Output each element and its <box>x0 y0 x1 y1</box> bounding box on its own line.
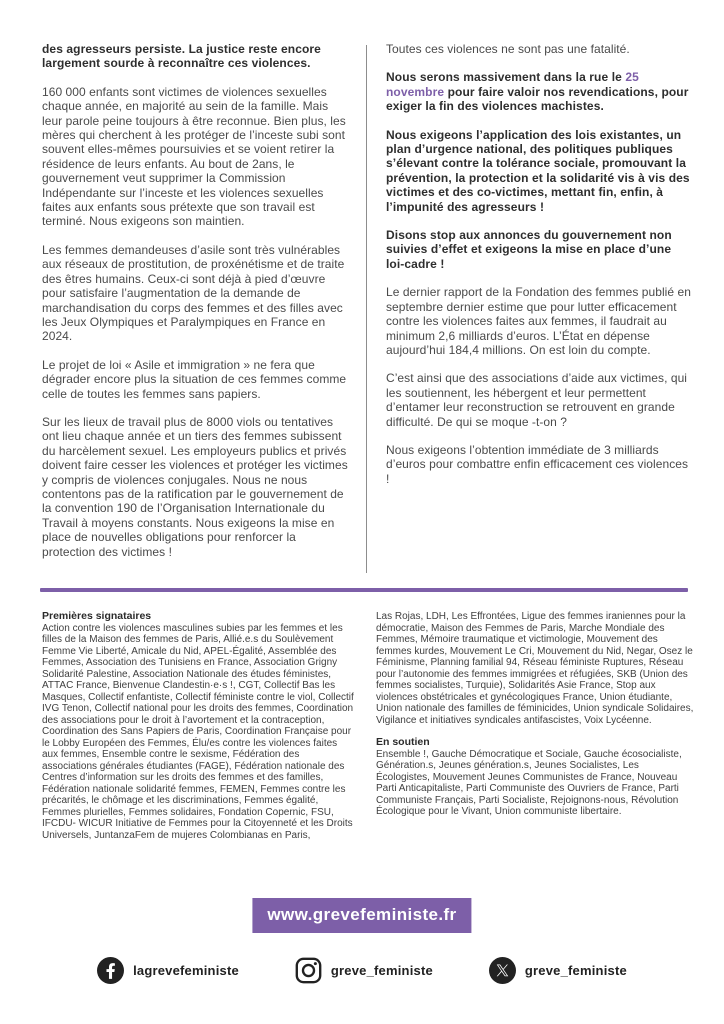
paragraph-rapport-fondation: Le dernier rapport de la Fondation des femmes publié en septembre dernier estime que pour lutter efficacement contre les violences faites aux femmes, il faudrait au minimum 2,6 milliards d’euros. L’État en dépense aujourd’hui 184,4 millions. On est loin du compte. <box>386 285 691 357</box>
manifesto-columns <box>42 42 692 573</box>
signatories-heading: Premières signataires <box>42 611 152 622</box>
column-divider <box>366 45 367 573</box>
paragraph-loi-cadre: Disons stop aux annonces du gouvernement non suivies d’effet et exigeons la mise en place d’une loi-cadre ! <box>386 228 672 271</box>
signatories-list-part1: Action contre les violences masculines subies par les femmes et les filles de la Maison des femmes de Paris, Allié.e.s du Soulèvement Femme Vie Liberté, Amicale du Nid, APEL-Égalité, Assemblée des Femmes, Association des Tunisiens en France, Association Grigny Solidarité Palestine, Association Nationale des études féministes, ATTAC France, Bienvenue Clandestin·e·s !, CGT, Collectif Bas les Masques, Collectif enfantiste, Collectif féministe contre le viol, Collectif IVG Tenon, Collectif national pour les droits des femmes, Coordination des associations pour le droit à l’avortement et la contraception, Coordination des Sans Papiers de Paris, Coordination Française pour le Lobby Européen des Femmes, Élu/es contre les violences faites aux femmes, Ensemble contre le sexisme, Fédération des associations générales étudiantes (FAGE), Fédération nationale des Centres d’information sur les droits des femmes et des familles, Fédération nationale solidarité femmes, FEMEN, Femmes contre les précarités, le chômage et les discriminations, Femmes égalité, Femmes plurielles, Femmes solidaires, Fondation Copernic, FSU, IFCDU- WICUR Initiative de Femmes pour la Citoyenneté et les Droits Universels, JuntanzaFem de mujeres Colombianas en Paris, <box>42 622 354 841</box>
signatories-left-column <box>42 611 356 841</box>
paragraph-justice: des agresseurs persiste. La justice reste encore largement sourde à reconnaître ces violences. <box>42 42 321 71</box>
signatories-list-part2: Las Rojas, LDH, Les Effrontées, Ligue des femmes iraniennes pour la démocratie, Maison des Femmes de Paris, Marche Mondiale des Femmes, Mémoire traumatique et victimologie, Mouvement des femmes kurdes, Mouvement Le Cri, Mouvement du Nid, Negar, Osez le Féminisme, Planning familial 94, Réseau féministe Ruptures, Réseau pour l’autonomie des femmes immigrées et réfugiées, SKB (Union des femmes socialistes, Turquie), Solidarités Asie France, Stop aux violences obstétricales et gynécologiques France, Union étudiante, Union nationale des familles de féminicides, Union syndicale Solidaires, Vigilance et initiatives syndicales antifascistes, Voix Lycéenne. <box>376 611 694 726</box>
manifesto-right-column <box>386 42 692 573</box>
paragraph-demands: Nous exigeons l’application des lois existantes, un plan d’urgence national, des politiques publiques s’élevant contre la tolérance sociale, promouvant la prévention, la protection et la solidarité vis à vis des victimes et des co-victimes, mettant fin, enfin, à l’impunité des agresseurs ! <box>386 127 690 214</box>
section-divider <box>40 588 688 592</box>
paragraph-associations: C’est ainsi que des associations d’aide aux victimes, qui les soutiennent, les hébergent et leur permettent d’entamer leur reconstruction se retrouvent en grande difficulté. De qui se moque -t-on ? <box>386 371 688 429</box>
instagram-link[interactable] <box>295 957 433 984</box>
paragraph-travail: Sur les lieux de travail plus de 8000 viols ou tentatives ont lieu chaque année et un tiers des femmes subissent du harcèlement sexuel. Les employeurs publics et privés doivent faire cesser les violences et protéger les victimes y compris de violences conjugales. Nous ne nous contentons pas de la ratification par le gouvernement de la convention 190 de l’Organisation Internationale du Travail à moyens constants. Nous exigeons la mise en place de nouvelles obligations pour renforcer la protection des victimes ! <box>42 414 348 559</box>
signatories-right-column <box>376 611 694 841</box>
paragraph-asile: Les femmes demandeuses d’asile sont très vulnérables aux réseaux de prostitution, de proxénétisme et de traite des êtres humains. Ceux-ci sont déjà à pied d’œuvre pour satisfaire l’augmentation de la demande de marchandisation du corps des femmes et des filles avec les Jeux Olympiques et Paralympiques en France en 2024. <box>42 242 345 344</box>
manifesto-left-column <box>42 42 348 573</box>
support-list: Ensemble !, Gauche Démocratique et Sociale, Gauche écosocialiste, Génération.s, Jeunes génération.s, Jeunes Socialistes, Les Écologistes, Mouvement Jeunes Communistes de France, Nouveau Parti Anticapitaliste, Parti Communiste des Ouvriers de France, Parti Communiste Français, Parti Socialiste, Rejoignons-nous, Révolution Écologique pour le Vivant, Union communiste libertaire. <box>376 748 682 817</box>
rally-text-after: pour faire valoir nos revendications, pour exiger la fin des violences machistes. <box>386 84 689 114</box>
instagram-handle: greve_feministe <box>330 963 433 978</box>
x-icon <box>489 957 516 984</box>
social-links-row <box>0 957 724 984</box>
rally-text-before: Nous serons massivement dans la rue le <box>386 70 626 85</box>
signatories-section <box>42 611 694 841</box>
paragraph-rally <box>386 70 692 113</box>
facebook-handle: lagrevefeministe <box>133 963 239 978</box>
rally-date-highlight: 25 novembre <box>386 70 639 99</box>
paragraph-fatalite: Toutes ces violences ne sont pas une fatalité. <box>386 42 630 56</box>
x-handle: greve_feministe <box>524 963 627 978</box>
paragraph-enfants: 160 000 enfants sont victimes de violences sexuelles chaque année, en majorité au sein de la famille. Mais leur parole peine toujours à être reconnue. Bien plus, les mères qui cherchent à les protéger de l’inceste subi sont souvent elles-mêmes poursuivies et se voient retirer la résidence de leurs enfants. Au bout de 2ans, le gouvernement veut supprimer la Commission Indépendante sur l’inceste et les violences sexuelles faites aux enfants sous prétexte que son travail est terminé. Nous exigeons son maintien. <box>42 84 346 229</box>
instagram-icon <box>295 957 322 984</box>
website-link[interactable]: www.grevefeministe.fr <box>252 898 471 933</box>
facebook-icon <box>97 957 124 984</box>
x-twitter-link[interactable] <box>489 957 627 984</box>
paragraph-loi-immigration: Le projet de loi « Asile et immigration » ne fera que dégrader encore plus la situation de ces femmes comme celle de toutes les femmes sans papiers. <box>42 357 347 401</box>
paragraph-milliards: Nous exigeons l’obtention immédiate de 3 milliards d’euros pour combattre enfin efficacement ces violences ! <box>386 442 689 486</box>
facebook-link[interactable] <box>97 957 239 984</box>
support-heading: En soutien <box>376 736 430 748</box>
